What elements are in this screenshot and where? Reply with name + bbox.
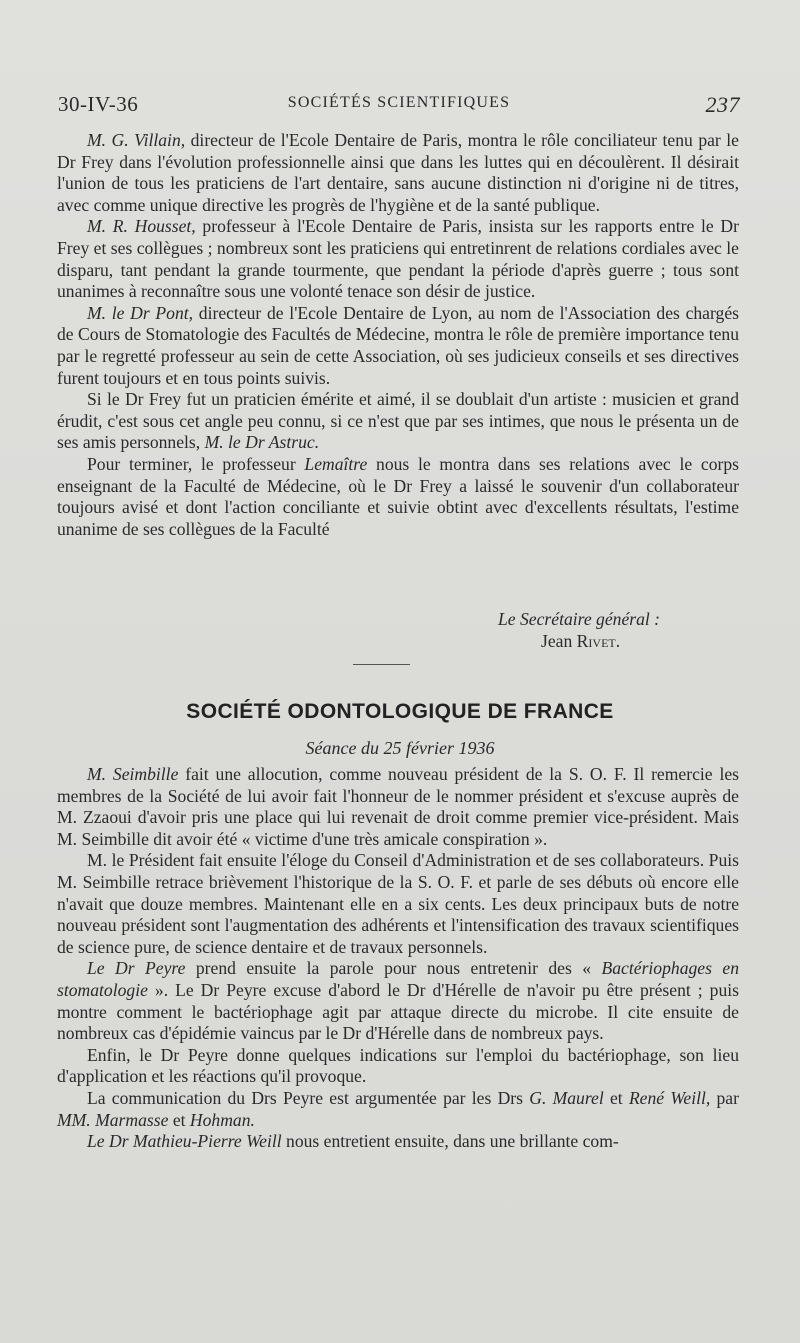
last-name: Rivet. [576,631,621,651]
speaker: M. Seimbille [87,764,179,784]
signature-title: Le Secrétaire général : [498,609,661,629]
section-title: SOCIÉTÉ ODONTOLOGIQUE DE FRANCE [186,700,614,723]
paragraph-text: nous le montra dans ses relations avec le corps enseignant de la Faculté de Médecine, où le Dr Frey a laissé le souvenir d'un collaborateur toujours avisé et dont l'action conciliante et suivie obtint avec d'excellents résultats, l'estime unanime de ses collègues de la Faculté [57,453,739,539]
section-divider [353,664,410,665]
person-name: Hohman. [189,1109,255,1130]
paragraph [57,454,739,540]
speaker: Le Dr Peyre [87,958,186,979]
paragraph [57,1088,739,1131]
paragraph [57,958,739,1044]
paragraph-text: Si le Dr Frey fut un praticien émérite et aimé, il se doublait d'un artiste : musicien et grand érudit, c'est sous cet angle peu connu, si ce n'est que par ses intimes, que nous le présenta un de ses amis personnels, [57,389,739,453]
person-name: M. le Dr Astruc. [204,432,320,453]
first-name: Jean [541,631,573,651]
paragraph-text: directeur de l'Ecole Dentaire de Lyon, au nom de l'Association des chargés de Cours de Stomatologie des Facultés de Médecine, montra le rôle de première importance tenu par le regretté professeur au sein de cette Association, où ses judicieux conseils et ses directives furent toujours et en tous points suivis. [57,302,739,388]
paragraph-text: La communication du Drs Peyre est argumentée par les Drs [87,1087,530,1108]
paragraph-text: directeur de l'Ecole Dentaire de Paris, montra le rôle conciliateur tenu par le Dr Frey dans l'évolution professionnelle ainsi que dans les luttes qui en découlèrent. Il désirait l'union de tous les praticiens de l'art dentaire, sans aucune distinction ni d'origine ni de titres, avec comme unique directive les progrès de l'hygiène et de la santé publique. [57,130,739,215]
signature-name [480,630,740,652]
paragraph-text: professeur à l'Ecole Dentaire de Paris, insista sur les rapports entre le Dr Frey et ses collègues ; nombreux sont les praticiens qui entretinrent de relations cordiales avec le disparu, tant pendant la grande tourmente, que pendant la période d'après guerre ; tous sont unanimes à reconnaître sous une volonté tenace son désir de justice. [57,216,739,302]
page-number: 237 [705,92,740,117]
paragraph [57,764,739,850]
person-name: René Weill, [628,1087,711,1108]
report-text-2 [57,764,739,1153]
session-date: Séance du 25 février 1936 [305,738,495,758]
paragraph [57,303,739,389]
paragraph [57,130,739,216]
paragraph-text: nous entretient ensuite, dans une brillante com- [281,1131,619,1152]
paragraph-text: Enfin, le Dr Peyre donne quelques indications sur l'emploi du bactériophage, son lieu d'application et les réactions qu'il provoque. [57,1044,739,1087]
paragraph-text: fait une allocution, comme nouveau président de la S. O. F. Il remercie les membres de la Société de lui avoir fait l'honneur de le nommer président et s'excuse auprès de M. Zzaoui d'avoir pris une place qui lui revenait de droit comme premier vice-président. Mais M. Seimbille dit avoir été « victime d'une très amicale conspiration ». [57,764,739,849]
paragraph [57,389,739,454]
paragraph-text: M. le Président fait ensuite l'éloge du Conseil d'Administration et de ses collaborateurs. Puis M. Seimbille retrace brièvement l'historique de la S. O. F. et parle de ses débuts où encore elle n'avait que douze membres. Maintenant elle en a six cents. Les deux principaux buts de notre nouveau président sont l'augmentation des adhérents et l'intensification des travaux scientifiques de science pure, de science dentaire et de travaux personnels. [57,850,739,957]
speaker: Le Dr Mathieu-Pierre Weill [87,1131,282,1152]
paragraph-text: par [710,1087,739,1108]
person-name: G. Maurel [529,1087,604,1108]
running-head [58,92,740,118]
running-title: SOCIÉTÉS SCIENTIFIQUES [287,94,511,111]
report-text-1 [57,130,739,540]
speaker: M. R. Housset, [87,216,196,237]
person-name: Lemaître [304,453,368,474]
talk-title: Bactériophages en stomatologie [57,958,739,1000]
paragraph [57,1045,739,1088]
issue-date: 30-IV-36 [58,92,139,116]
paragraph [57,1131,739,1153]
person-name: MM. Marmasse [57,1109,169,1130]
speaker: M. G. Villain, [87,130,186,150]
paragraph-text: et [168,1109,190,1130]
paragraph [57,850,739,958]
paragraph-text: ». Le Dr Peyre excuse d'abord le Dr d'Hérelle de n'avoir pu être présent ; puis montre comment le bactériophage agit par attaque directe du microbe. Il cite ensuite de nombreux cas d'épidémie vaincus par le Dr d'Hérelle dans de nombreux pays. [57,979,739,1044]
speaker: M. le Dr Pont, [87,302,194,323]
paragraph-text: prend ensuite la parole pour nous entretenir des « [185,958,602,979]
paragraph [57,216,739,302]
paragraph-text: Pour terminer, le professeur [87,453,305,474]
paragraph-text: et [603,1087,629,1108]
signature [480,608,740,652]
